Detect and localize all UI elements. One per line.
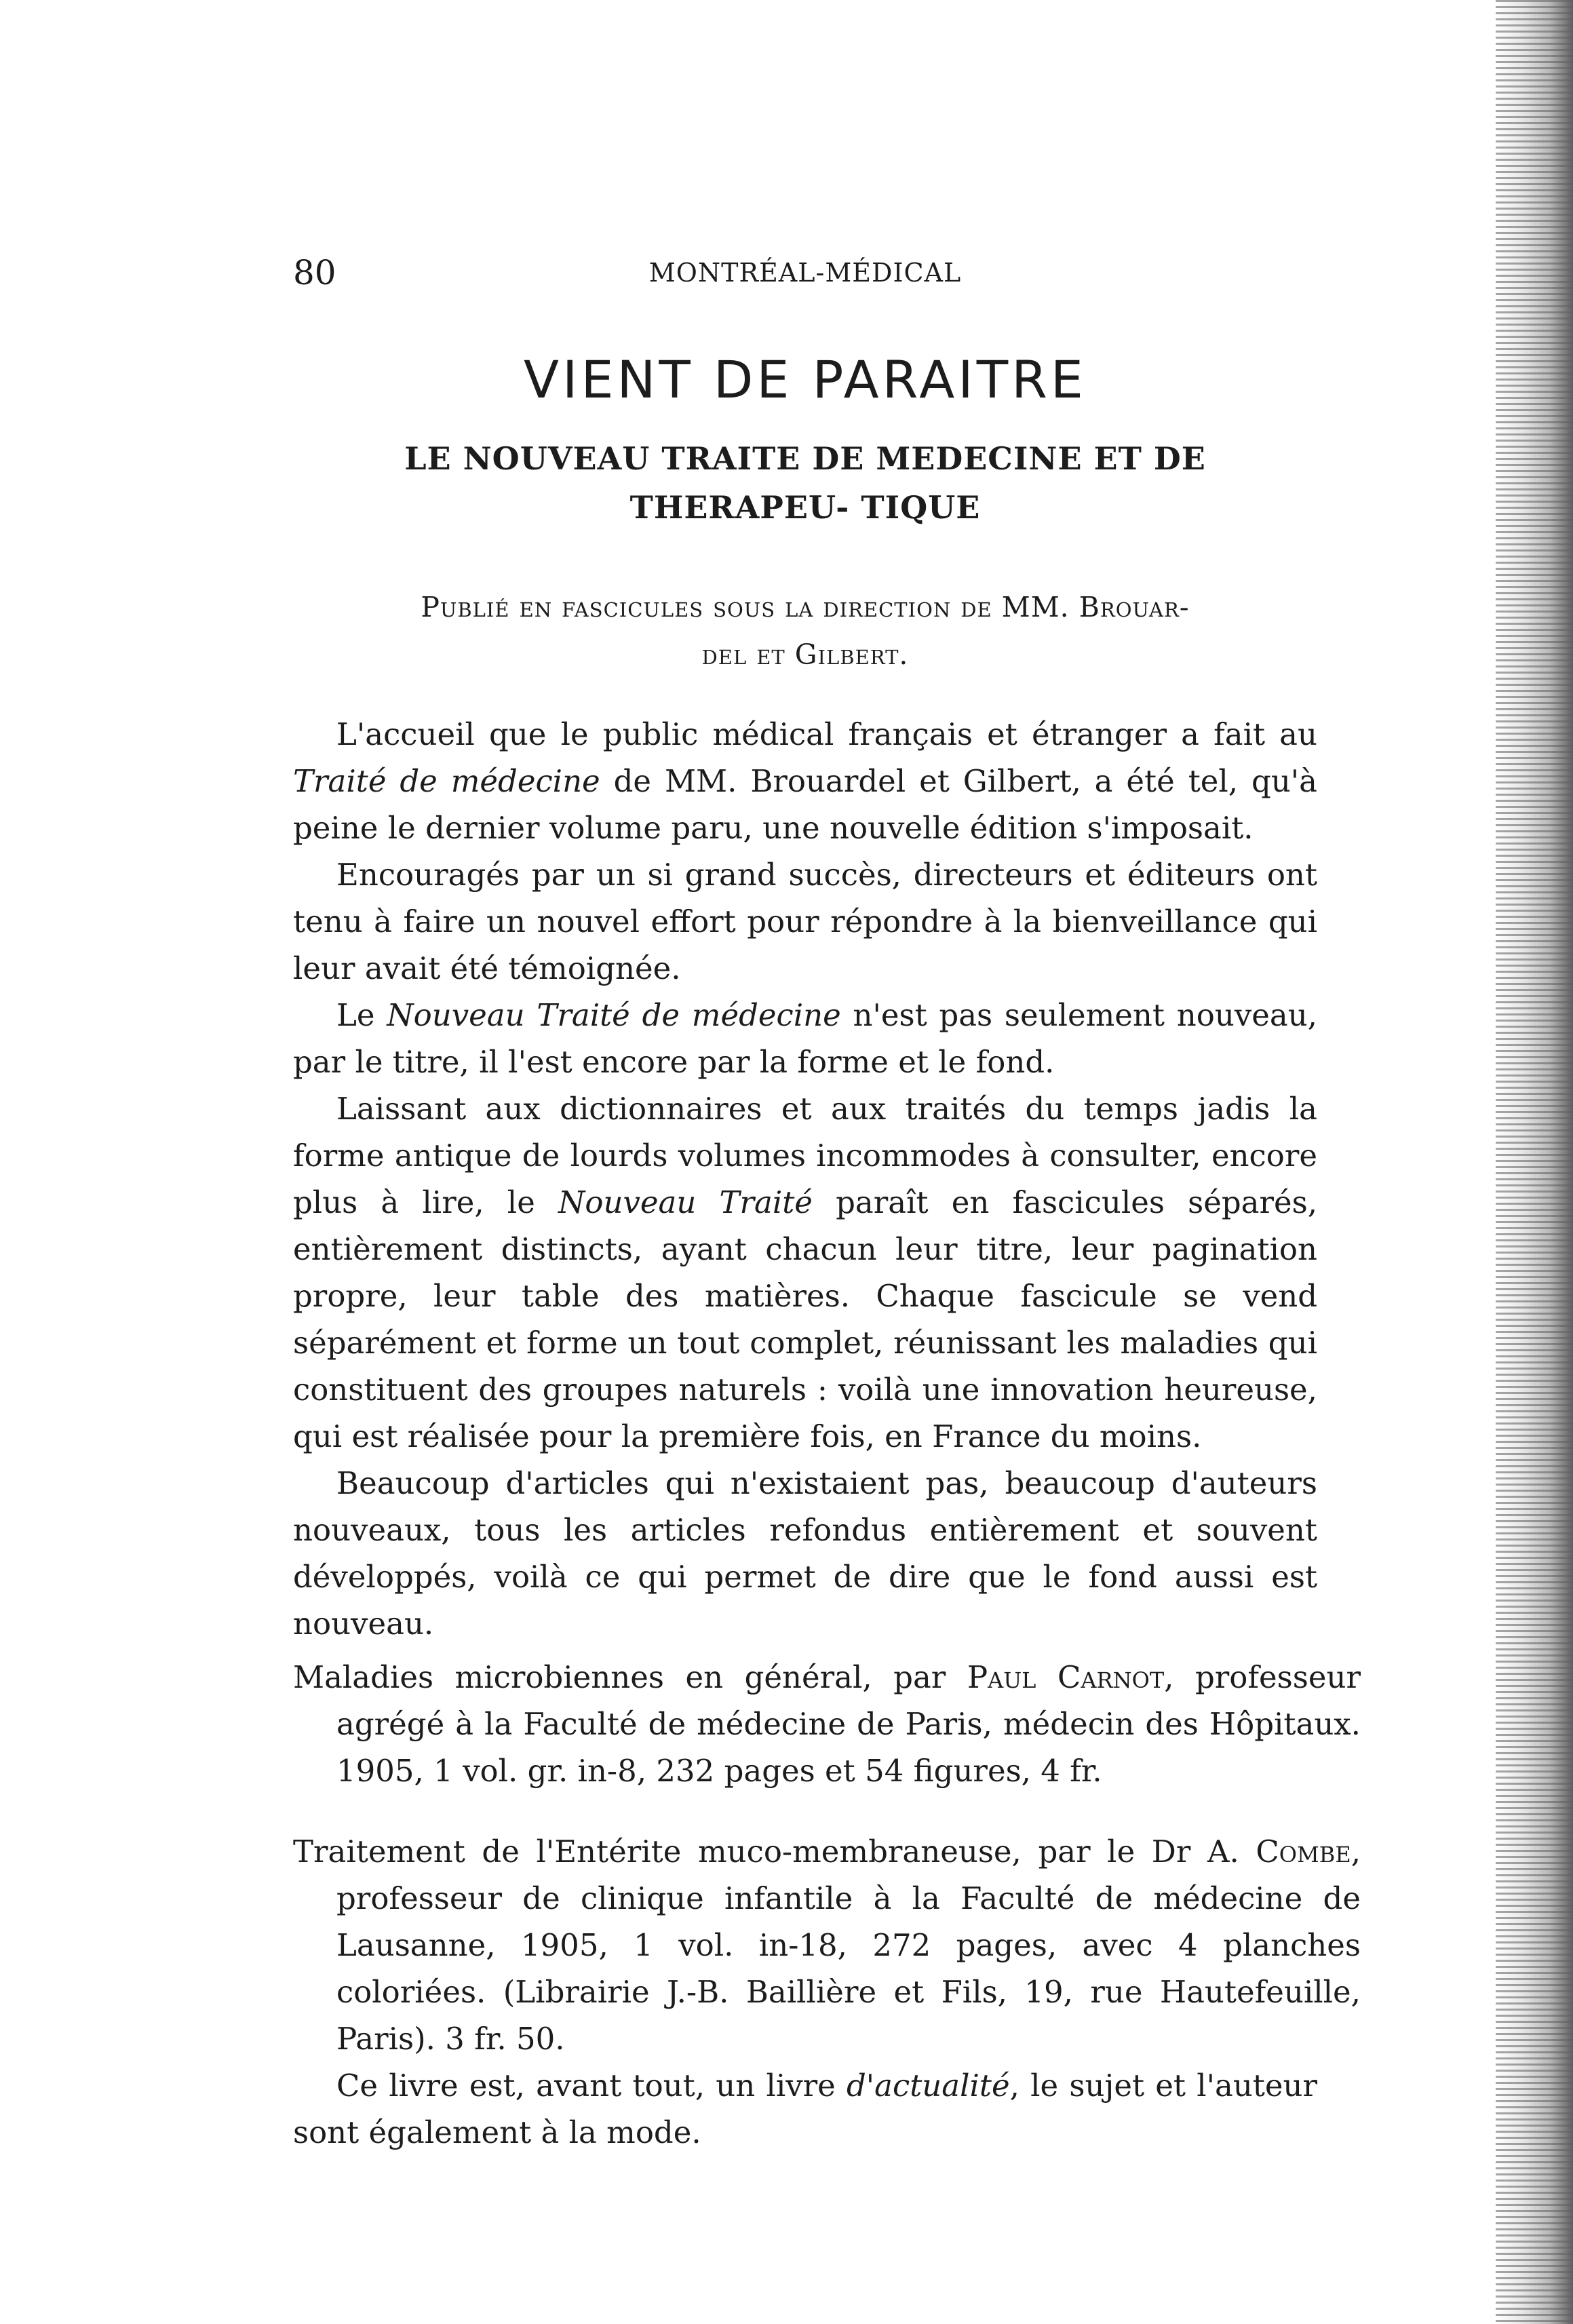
page-edge-shadow <box>1496 0 1573 2324</box>
page-number: 80 <box>293 253 336 292</box>
paragraph-4-emphasis: Nouveau Traité <box>558 1184 813 1220</box>
book-entry-1-author: Paul Carnot <box>967 1659 1165 1695</box>
paragraph-3-emphasis: Nouveau Traité de médecine <box>387 997 841 1033</box>
paragraph-3-text-b: n'est pas seulement nouveau, par le titre, il l'est encore par la forme et le fond. <box>293 997 1317 1080</box>
subtitle: LE NOUVEAU TRAITE DE MEDECINE ET DE THERAPEU- TIQUE <box>404 440 1206 526</box>
paragraph-4-text-b: paraît en fascicules séparés, entièrement distincts, ayant chacun leur titre, leur pagination propre, leur table des matières. Chaque fascicule se vend séparément et forme un tout complet, réunissant les maladies qui constituent des groupes naturels : voilà une innovation heureuse, qui est réalisée pour la première fois, en France du moins. <box>293 1184 1318 1454</box>
closing-note-text-b: , le sujet et l'auteur sont également à la mode. <box>293 2068 1318 2150</box>
paragraph-3 <box>293 992 1317 1085</box>
book-entry-1-title: Maladies microbiennes en général, par <box>293 1659 967 1695</box>
paragraph-4 <box>293 1085 1317 1460</box>
book-entry-2-author: Combe <box>1256 1834 1351 1870</box>
book-entry-1-details: , professeur agrégé à la Faculté de médecine de Paris, médecin des Hôpitaux. 1905, 1 vol. gr. in-8, 232 pages et 54 figures, 4 fr. <box>336 1659 1361 1789</box>
closing-note-text-a: Ce livre est, avant tout, un livre <box>336 2068 847 2104</box>
paragraph-5: Beaucoup d'articles qui n'existaient pas, beaucoup d'auteurs nouveaux, tous les articles refondus entièrement et souvent développés, voilà ce qui permet de dire que le fond aussi est nouveau. <box>293 1465 1317 1642</box>
book-entry-1 <box>293 1654 1361 1794</box>
paragraph-1-emphasis: Traité de médecine <box>293 763 600 799</box>
publisher-line <box>293 583 1317 678</box>
body-text <box>293 711 1317 1647</box>
book-entry-2-title: Traitement de l'Entérite muco-membraneuse, par le Dr A. <box>293 1834 1256 1870</box>
paragraph-2: Encouragés par un si grand succès, directeurs et éditeurs ont tenu à faire un nouvel effort pour répondre à la bienveillance qui leur avait été témoignée. <box>293 857 1317 986</box>
book-entry-2 <box>293 1828 1361 2062</box>
paragraph-1 <box>293 711 1317 851</box>
page-title: VIENT DE PARAITRE <box>524 349 1087 410</box>
running-title: MONTRÉAL-MÉDICAL <box>648 258 962 288</box>
closing-note-emphasis: d'actualité <box>847 2068 1010 2104</box>
page-header <box>293 252 1317 293</box>
paragraph-4-text-a: Laissant aux dictionnaires et aux traités du temps jadis la forme antique de lourds volumes incommodes à consulter, encore plus à lire, le <box>293 1091 1317 1220</box>
closing-note <box>293 2062 1317 2156</box>
publisher-line-1: Publié en fascicules sous la direction de MM. Brouar- <box>421 591 1190 623</box>
paragraph-3-text-a: Le <box>336 997 387 1033</box>
publisher-line-2: del et Gilbert. <box>701 638 909 671</box>
paragraph-1-text-b: de MM. Brouardel et Gilbert, a été tel, qu'à peine le dernier volume paru, une nouvelle édition s'imposait. <box>293 763 1318 846</box>
book-entry-2-details: , professeur de clinique infantile à la Faculté de médecine de Lausanne, 1905, 1 vol. in-18, 272 pages, avec 4 planches coloriées. (Librairie J.-B. Baillière et Fils, 19, rue Hautefeuille, Paris). 3 fr. 50. <box>336 1834 1361 2057</box>
paragraph-1-text-a: L'accueil que le public médical français et étranger a fait au <box>336 716 1317 752</box>
